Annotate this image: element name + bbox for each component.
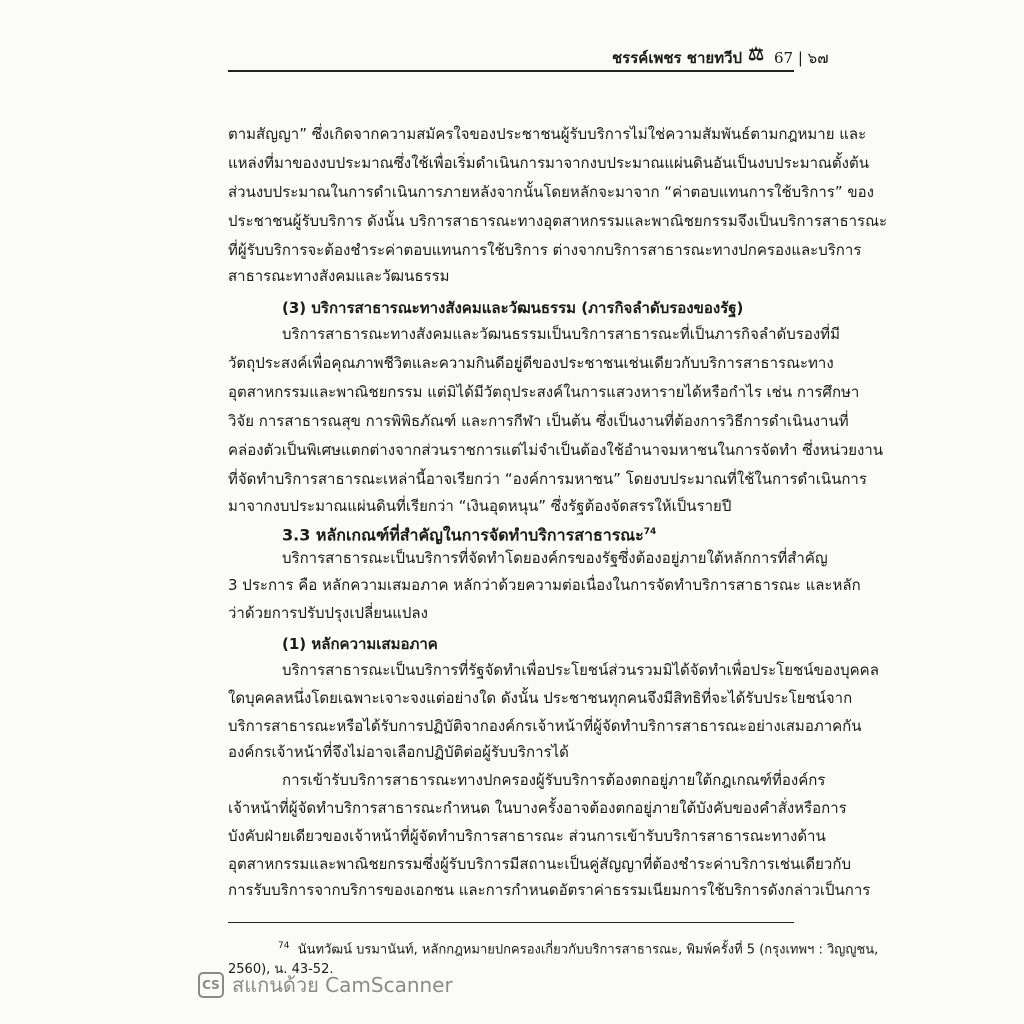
body-line: แหล่งที่มาของงบประมาณซึ่งใช้เพื่อเริ่มดำเนินการมาจากงบประมาณแผ่นดินอันเป็นงบประมาณตั้งต้น — [228, 154, 869, 172]
header-rule — [228, 70, 794, 72]
footnote-number: 74 — [278, 941, 290, 951]
body-line: ประชาชนผู้รับบริการ ดังนั้น บริการสาธารณะทางอุตสาหกรรมและพาณิชยกรรมจึงเป็นบริการสาธารณะ — [228, 212, 888, 230]
camscanner-logo-icon: CS — [198, 972, 224, 998]
body-line: เจ้าหน้าที่ผู้จัดทำบริการสาธารณะกำหนด ในบางครั้งอาจต้องตกอยู่ภายใต้บังคับของคำสั่งหรือการ — [228, 799, 847, 817]
section-heading-3-3-text: 3.3 หลักเกณฑ์ที่สำคัญในการจัดทำบริการสาธารณะ — [282, 525, 644, 545]
section-heading-3-3 — [282, 522, 656, 545]
page-number: 67 | ๖๗ — [774, 49, 829, 67]
body-line: ตามสัญญา” ซึ่งเกิดจากความสมัครใจของประชาชนผู้รับบริการไม่ใช่ความสัมพันธ์ตามกฎหมาย และ — [228, 125, 867, 143]
camscanner-watermark — [198, 970, 453, 1000]
body-line: บริการสาธารณะหรือได้รับการปฏิบัติจากองค์กรเจ้าหน้าที่ผู้จัดทำบริการสาธารณะอย่างเสมอภาคกัน — [228, 717, 862, 735]
body-line: วัตถุประสงค์เพื่อคุณภาพชีวิตและความกินดีอยู่ดีของประชาชนเช่นเดียวกับบริการสาธารณะทาง — [228, 354, 834, 372]
body-line: องค์กรเจ้าหน้าที่จึงไม่อาจเลือกปฏิบัติต่อผู้รับบริการได้ — [228, 743, 569, 761]
section-heading-equality: (1) หลักความเสมอภาค — [282, 635, 438, 653]
footnote-text: นันทวัฒน์ บรมานันท์, หลักกฎหมายปกครองเกี่ยวกับบริการสาธารณะ, พิมพ์ครั้งที่ 5 (กรุงเทพฯ : วิญญูชน, — [297, 942, 879, 958]
body-line: สาธารณะทางสังคมและวัฒนธรรม — [228, 267, 450, 285]
section-heading-social-cultural: (3) บริการสาธารณะทางสังคมและวัฒนธรรม (ภารกิจลำดับรองของรัฐ) — [282, 299, 744, 317]
body-line: ที่จัดทำบริการสาธารณะเหล่านี้อาจเรียกว่า “องค์การมหาชน” โดยงบประมาณที่ใช้ในการดำเนินการ — [228, 470, 867, 488]
body-line: มาจากงบประมาณแผ่นดินที่เรียกว่า “เงินอุดหนุน” ซึ่งรัฐต้องจัดสรรให้เป็นรายปี — [228, 497, 732, 515]
body-line: การรับบริการจากบริการของเอกชน และการกำหนดอัตราค่าธรรมเนียมการใช้บริการดังกล่าวเป็นการ — [228, 881, 871, 899]
watermark-text: สแกนด้วย CamScanner — [232, 973, 453, 997]
body-line: บริการสาธารณะเป็นบริการที่จัดทำโดยองค์กรของรัฐซึ่งต้องอยู่ภายใต้หลักการที่สำคัญ — [282, 549, 828, 567]
running-header — [228, 44, 829, 68]
body-line: ส่วนงบประมาณในการดำเนินการภายหลังจากนั้นโดยหลักจะมาจาก “ค่าตอบแทนการใช้บริการ” ของ — [228, 183, 874, 201]
scales-of-justice-icon: ⚖ — [748, 44, 765, 65]
body-line: อุตสาหกรรมและพาณิชยกรรมซึ่งผู้รับบริการมีสถานะเป็นคู่สัญญาที่ต้องชำระค่าบริการเช่นเดียวกับ — [228, 855, 851, 873]
footnote-rule — [228, 922, 794, 923]
body-line: การเข้ารับบริการสาธารณะทางปกครองผู้รับบริการต้องตกอยู่ภายใต้กฎเกณฑ์ที่องค์กร — [282, 771, 826, 789]
body-line: บริการสาธารณะเป็นบริการที่รัฐจัดทำเพื่อประโยชน์ส่วนรวมมิได้จัดทำเพื่อประโยชน์ของบุคคล — [282, 661, 879, 679]
running-head-author: ชรรค์เพชร ชายทวีป — [612, 49, 743, 67]
body-line: ใดบุคคลหนึ่งโดยเฉพาะเจาะจงแต่อย่างใด ดังนั้น ประชาชนทุกคนจึงมีสิทธิที่จะได้รับประโยชน์จาก — [228, 689, 853, 707]
body-line: วิจัย การสาธารณสุข การพิพิธภัณฑ์ และการกีฬา เป็นต้น ซึ่งเป็นงานที่ต้องการวิธีการดำเนินงานที่ — [228, 412, 849, 430]
footnote-line — [278, 936, 878, 960]
footnote-line: 2560), น. 43-52. — [228, 962, 334, 977]
footnote-ref: 74 — [643, 527, 657, 537]
body-line: บังคับฝ่ายเดียวของเจ้าหน้าที่ผู้จัดทำบริการสาธารณะ ส่วนการเข้ารับบริการสาธารณะทางด้าน — [228, 827, 826, 845]
body-line: ว่าด้วยการปรับปรุงเปลี่ยนแปลง — [228, 604, 428, 622]
body-line: อุตสาหกรรมและพาณิชยกรรม แต่มิได้มีวัตถุประสงค์ในการแสวงหารายได้หรือกำไร เช่น การศึกษา — [228, 383, 860, 401]
body-line: คล่องตัวเป็นพิเศษแตกต่างจากส่วนราชการแต่ไม่จำเป็นต้องใช้อำนาจมหาชนในการจัดทำ ซึ่งหน่วยงาน — [228, 441, 884, 459]
body-line: ที่ผู้รับบริการจะต้องชำระค่าตอบแทนการใช้บริการ ต่างจากบริการสาธารณะทางปกครองและบริการ — [228, 241, 862, 259]
body-line: บริการสาธารณะทางสังคมและวัฒนธรรมเป็นบริการสาธารณะที่เป็นภารกิจลำดับรองที่มี — [282, 325, 840, 343]
body-line: 3 ประการ คือ หลักความเสมอภาค หลักว่าด้วยความต่อเนื่องในการจัดทำบริการสาธารณะ และหลัก — [228, 576, 861, 594]
